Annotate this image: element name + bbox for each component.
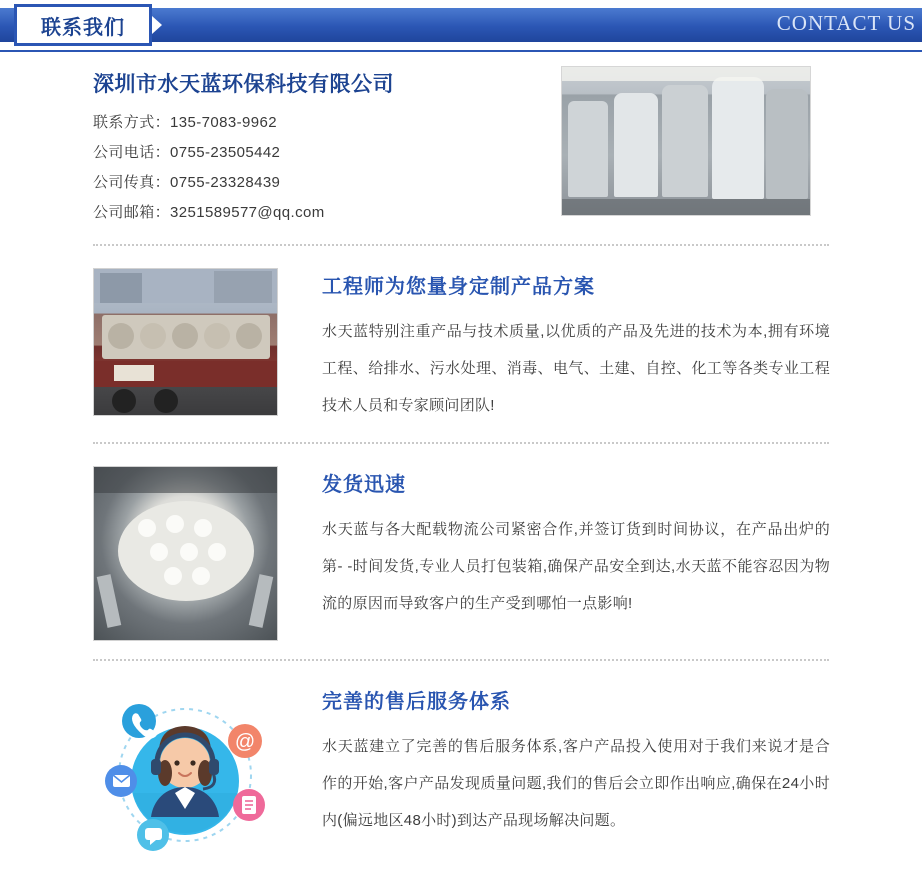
contact-block — [0, 52, 922, 244]
section-tab-contact[interactable] — [14, 4, 152, 46]
feature-text-custom-solution: 水天蓝特别注重产品与技术质量,以优质的产品及先进的技术为本,拥有环境工程、给排水、污水处理、消毒、电气、土建、自控、化工等各类专业工程技术人员和专家顾问团队! — [322, 323, 830, 414]
feature-text-after-sales: 水天蓝建立了完善的售后服务体系,客户产品投入使用对于我们来说才是合作的开始,客户产品发现质量问题,我们的售后会立即作出响应,确保在24小时内(偏远地区48小时)到达产品现场解决问题。 — [322, 738, 830, 829]
tab-arrow-icon — [152, 16, 162, 34]
contact-line-phone: 公司电话：0755-23505442 — [93, 144, 281, 161]
feature-body-after-sales — [322, 683, 830, 858]
feature-row-fast-shipping — [0, 444, 922, 659]
feature-image-truck-photo — [94, 269, 277, 415]
customer-service-illustration — [93, 683, 278, 858]
contact-line-email: 公司邮箱：3251589577@qq.com — [93, 204, 325, 221]
header-english-label: CONTACT US — [776, 11, 916, 35]
feature-image-truck — [93, 268, 278, 416]
contact-details — [93, 68, 533, 228]
feature-body-fast-shipping — [322, 466, 830, 641]
feature-body-custom-solution — [322, 268, 830, 424]
feature-row-custom-solution — [0, 246, 922, 442]
feature-row-after-sales — [0, 661, 922, 876]
svg-text:@: @ — [234, 731, 256, 753]
feature-image-tank-photo — [94, 467, 277, 640]
contact-line-fax: 公司传真：0755-23328439 — [93, 174, 281, 191]
workshop-photo-image — [562, 67, 810, 215]
feature-title-after-sales: 完善的售后服务体系 — [322, 691, 511, 713]
section-tab-label: 联系我们 — [41, 16, 125, 39]
company-name: 深圳市水天蓝环保科技有限公司 — [93, 73, 394, 96]
feature-text-fast-shipping: 水天蓝与各大配载物流公司紧密合作,并签订货到时间协议，在产品出炉的第- -时间发货,专业人员打包装箱,确保产品安全到达,水天蓝不能容忍因为物流的原因而导致客户的生产受到哪怕一点影响! — [322, 521, 830, 612]
feature-title-custom-solution: 工程师为您量身定制产品方案 — [322, 276, 595, 298]
workshop-photo — [561, 66, 811, 216]
contact-line-mobile: 联系方式：135-7083-9962 — [93, 114, 277, 131]
feature-title-fast-shipping: 发货迅速 — [322, 474, 406, 496]
page-header — [0, 0, 922, 52]
feature-image-tank — [93, 466, 278, 641]
customer-service-illustration-svg — [93, 683, 278, 858]
